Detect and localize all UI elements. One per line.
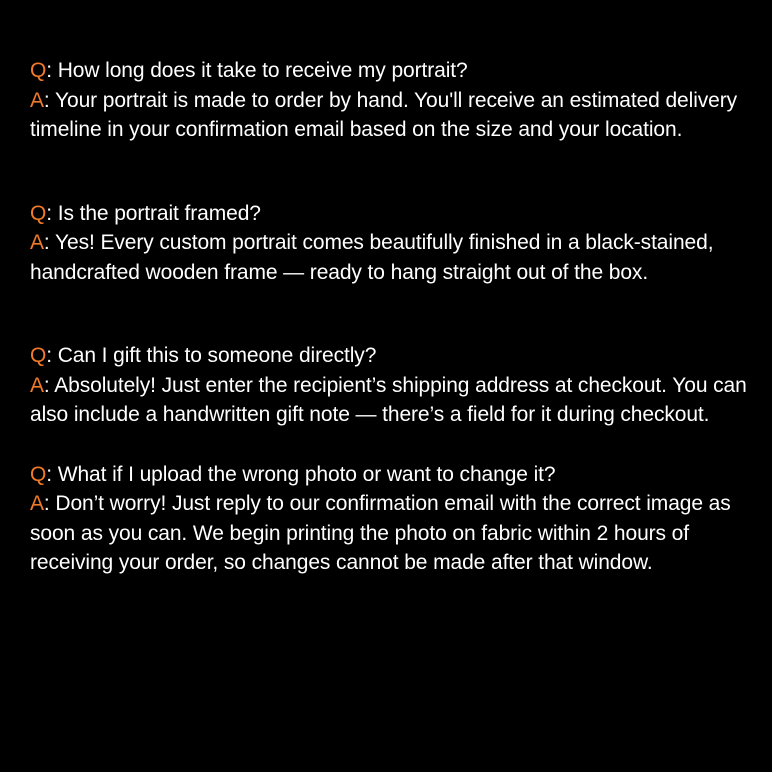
faq-answer	[30, 228, 750, 287]
faq-item-delivery-time	[30, 56, 750, 145]
faq-question	[30, 56, 750, 86]
answer-text: : Your portrait is made to order by hand. You'll receive an estimated delivery timeline in your confirmation email based on the size and your location.	[30, 88, 738, 141]
faq-item-gifting	[30, 341, 750, 430]
answer-prefix: A	[30, 492, 44, 515]
faq-answer	[30, 371, 750, 430]
question-text: : Is the portrait framed?	[46, 201, 261, 225]
faq-list	[30, 56, 750, 578]
answer-text: : Don’t worry! Just reply to our confirmation email with the correct image as soon as you can. We begin printing the photo on fabric within 2 hours of receiving your order, so changes cannot be made after that window.	[30, 492, 731, 574]
faq-item-framing	[30, 199, 750, 288]
faq-item-wrong-photo	[30, 460, 750, 578]
answer-prefix: A	[30, 88, 44, 112]
faq-question	[30, 341, 750, 371]
faq-answer	[30, 86, 750, 145]
question-prefix: Q	[30, 59, 47, 82]
answer-prefix: A	[30, 231, 44, 254]
question-text: : What if I upload the wrong photo or want to change it?	[46, 462, 556, 486]
question-text: : How long does it take to receive my portrait?	[46, 59, 468, 82]
answer-text: : Absolutely! Just enter the recipient’s shipping address at checkout. You can also include a handwritten gift note — there’s a field for it during checkout.	[30, 373, 747, 426]
question-prefix: Q	[30, 201, 47, 225]
answer-prefix: A	[30, 373, 44, 397]
question-text: : Can I gift this to someone directly?	[46, 344, 377, 367]
faq-question	[30, 199, 750, 229]
faq-answer	[30, 489, 750, 578]
question-prefix: Q	[30, 462, 47, 486]
question-prefix: Q	[30, 344, 47, 367]
faq-question	[30, 460, 750, 490]
answer-text: : Yes! Every custom portrait comes beautifully finished in a black-stained, handcrafted wooden frame — ready to hang straight out of the box.	[30, 231, 714, 284]
